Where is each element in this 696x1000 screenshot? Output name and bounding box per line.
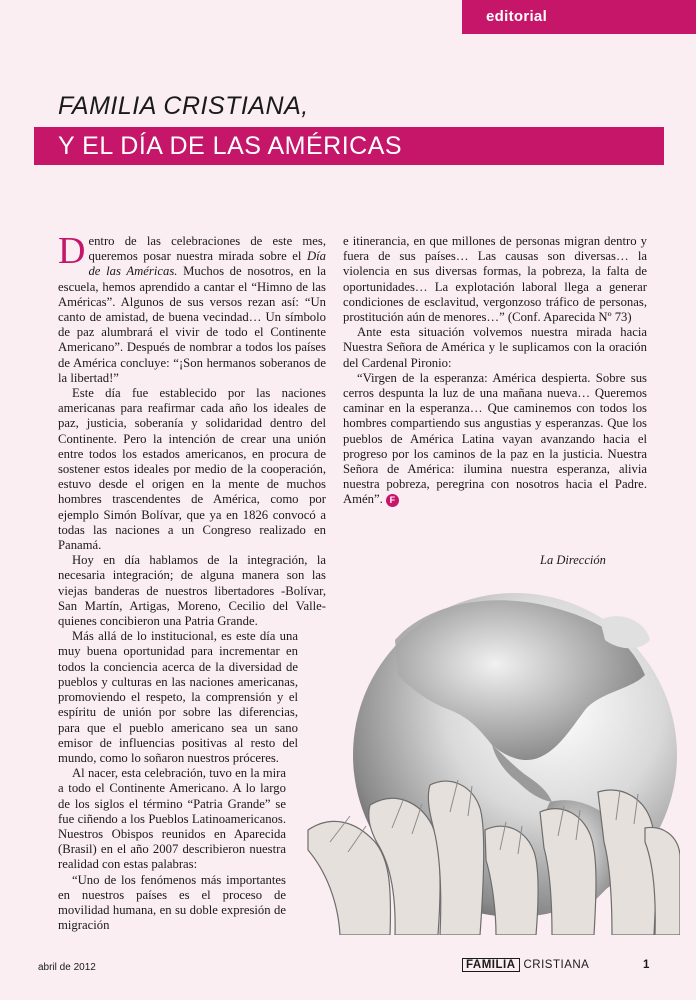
paragraph-6: “Uno de los fenómenos más importantes en nuestros países es el proceso de movilidad humana, en su doble expresión de migración — [58, 872, 286, 933]
footer-brand-rest: CRISTIANA — [523, 959, 590, 971]
signature: La Dirección — [540, 553, 606, 567]
globe-hands-illustration — [300, 580, 680, 935]
paragraph-7: Ante esta situación volvemos nuestra mirada hacia Nuestra Señora de América y le suplicamos con la oración del Cardenal Pironio: — [343, 325, 647, 370]
section-tab — [462, 0, 696, 34]
footer-date: abril de 2012 — [38, 962, 96, 973]
page-number: 1 — [643, 959, 650, 971]
paragraph-2: Este día fue establecido por las naciones americanas para reafirmar cada año los ideales de paz, justicia, soberanía y solidaridad dentro del Continente. Pero la intención de crear una unión entre todos los estados americanos, en procura de sostener estos ideales por medio de la cooperación, estuvo desde el origen en la mente de muchos hombres trascendentes de América, como por ejemplo Simón Bolívar, que ya en 1826 convocó a todas las naciones a un Congreso realizado en Panamá. — [58, 386, 326, 553]
drop-cap: D — [58, 230, 86, 272]
article-column-right — [343, 234, 647, 508]
paragraph-8: “Virgen de la esperanza: América despierta. Sobre sus cerros despunta la luz de una mañana nueva… Queremos caminar en la esperanza… Que caminemos con todos los hombres compartiendo sus angustias y esperanzas. Que los pueblos de América Latina vayan avanzando hacia el progreso por los caminos de la paz en la justicia. Nuestra Señora de América: ilumina nuestra esperanza, alivia nuestra pobreza, peregrina con nosotros hacia el Padre. Amén”. F — [343, 370, 647, 507]
article-column-left — [58, 230, 326, 933]
globe-icon — [300, 580, 680, 935]
footer-brand-boxed: FAMILIA — [462, 958, 520, 972]
title-bar — [34, 127, 664, 165]
paragraph-5: Al nacer, esta celebración, tuvo en la mira a todo el Continente Americano. A lo largo de los siglos el término “Patria Grande” se fue ciñendo a los Pueblos Latinoamericanos. Nuestros Obispos reunidos en Aparecida (Brasil) en el año 2007 describieron nuestra realidad con estas palabras: — [58, 766, 286, 872]
section-label: editorial — [486, 8, 548, 25]
title-line-2: Y EL DÍA DE LAS AMÉRICAS — [58, 132, 403, 160]
paragraph-6-continued: e itinerancia, en que millones de personas migran dentro y fuera de sus países… Las causas son diversas… la violencia en sus diversas formas, la pobreza, la falta de oportunidades… La explotación laboral llega a generar condiciones de esclavitud, vergonzoso tráfico de personas, prostitución aún de menores…” (Conf. Aparecida Nº 73) — [343, 234, 647, 325]
footer-brand — [462, 959, 589, 971]
paragraph-3: Hoy en día hablamos de la integración, la necesaria integración; de alguna manera son las viejas banderas de nuestros libertadores -Bolívar, San Martín, Artigas, Moreno, Cecilio del Valle- quienes concibieron una Patria Grande. — [58, 553, 326, 629]
paragraph-1: Dentro de las celebraciones de este mes, queremos posar nuestra mirada sobre el Día de las Américas. Muchos de nosotros, en la escuela, hemos aprendido a cantar el “Himno de las Américas”. Algunos de sus versos rezan así: “Un canto de amistad, de buena vecindad… Un símbolo de paz alumbrará el vivir de todo el Continente Americano”. Después de nombrar a todos los países de América concluye: “¡Son hermanos soberanos de la libertad!” — [58, 230, 326, 385]
paragraph-4: Más allá de lo institucional, es este día una muy buena oportunidad para incrementar en todos la conciencia acerca de la diversidad de pueblos y culturas en las naciones americanas, promoviendo el respeto, la comprensión y el espíritu de unión por sobre las diferencias, para que el pueblo americano sea un sano emisor de influencias positivas al resto del mundo, como lo soñaron nuestros próceres. — [58, 629, 298, 765]
title-line-1: FAMILIA CRISTIANA, — [58, 92, 309, 120]
end-mark-icon: F — [386, 494, 399, 507]
